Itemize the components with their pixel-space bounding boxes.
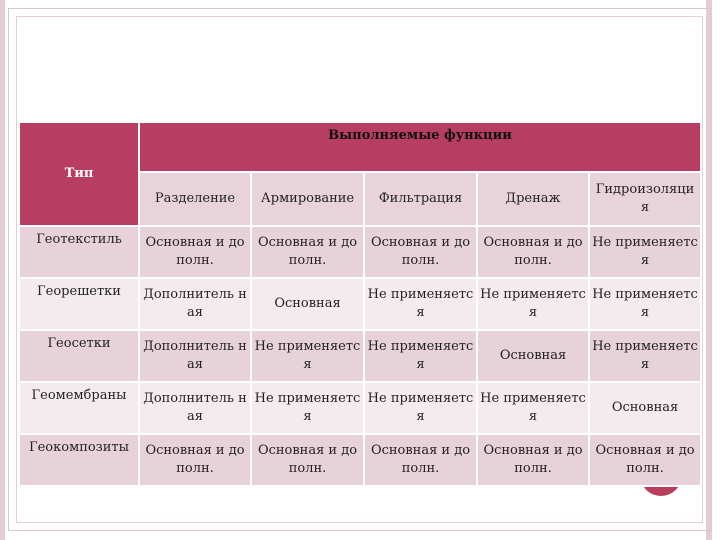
- table-row: [19, 330, 701, 382]
- table-cell: Основная и дополн.: [589, 434, 701, 486]
- column-header: Фильтрация: [364, 172, 477, 226]
- left-decorative-bar: [0, 0, 5, 540]
- table-row: [19, 226, 701, 278]
- table-cell: Основная и дополн.: [477, 226, 589, 278]
- table-cell: Не применяется: [251, 382, 364, 434]
- table-cell: Не применяется: [364, 278, 477, 330]
- table-cell: Основная и дополн.: [364, 434, 477, 486]
- header-row-top: [19, 122, 701, 172]
- table-cell: Основная и дополн.: [364, 226, 477, 278]
- table-cell: Основная: [589, 382, 701, 434]
- column-header: Армирование: [251, 172, 364, 226]
- table-cell: Не применяется: [364, 330, 477, 382]
- table-cell: Не применяется: [364, 382, 477, 434]
- table-cell: Основная: [251, 278, 364, 330]
- column-header: Гидроизоляци я: [589, 172, 701, 226]
- table-cell: Не применяется: [589, 330, 701, 382]
- geosynthetics-table: [18, 121, 702, 487]
- table-row: [19, 434, 701, 486]
- row-type: Геомембраны: [19, 382, 139, 434]
- table-cell: Основная и дополн.: [477, 434, 589, 486]
- table-cell: Основная и дополн.: [251, 434, 364, 486]
- table-row: [19, 382, 701, 434]
- table-cell: Не применяется: [477, 382, 589, 434]
- row-type: Георешетки: [19, 278, 139, 330]
- table-cell: Дополнитель ная: [139, 330, 251, 382]
- table-cell: Не применяется: [477, 278, 589, 330]
- table-cell: Не применяется: [589, 226, 701, 278]
- table-cell: Дополнитель ная: [139, 278, 251, 330]
- table-cell: Дополнитель ная: [139, 382, 251, 434]
- table-cell: Не применяется: [251, 330, 364, 382]
- table-cell: Основная и дополн.: [139, 226, 251, 278]
- table-cell: Не применяется: [589, 278, 701, 330]
- table-row: [19, 278, 701, 330]
- table-cell: Основная: [477, 330, 589, 382]
- column-header: Разделение: [139, 172, 251, 226]
- row-type: Геотекстиль: [19, 226, 139, 278]
- type-header: Тип: [19, 122, 139, 226]
- row-type: Геосетки: [19, 330, 139, 382]
- table-cell: Основная и дополн.: [251, 226, 364, 278]
- row-type: Геокомпозиты: [19, 434, 139, 486]
- column-header: Дренаж: [477, 172, 589, 226]
- table-cell: Основная и дополн.: [139, 434, 251, 486]
- functions-header: Выполняемые функции: [139, 122, 701, 172]
